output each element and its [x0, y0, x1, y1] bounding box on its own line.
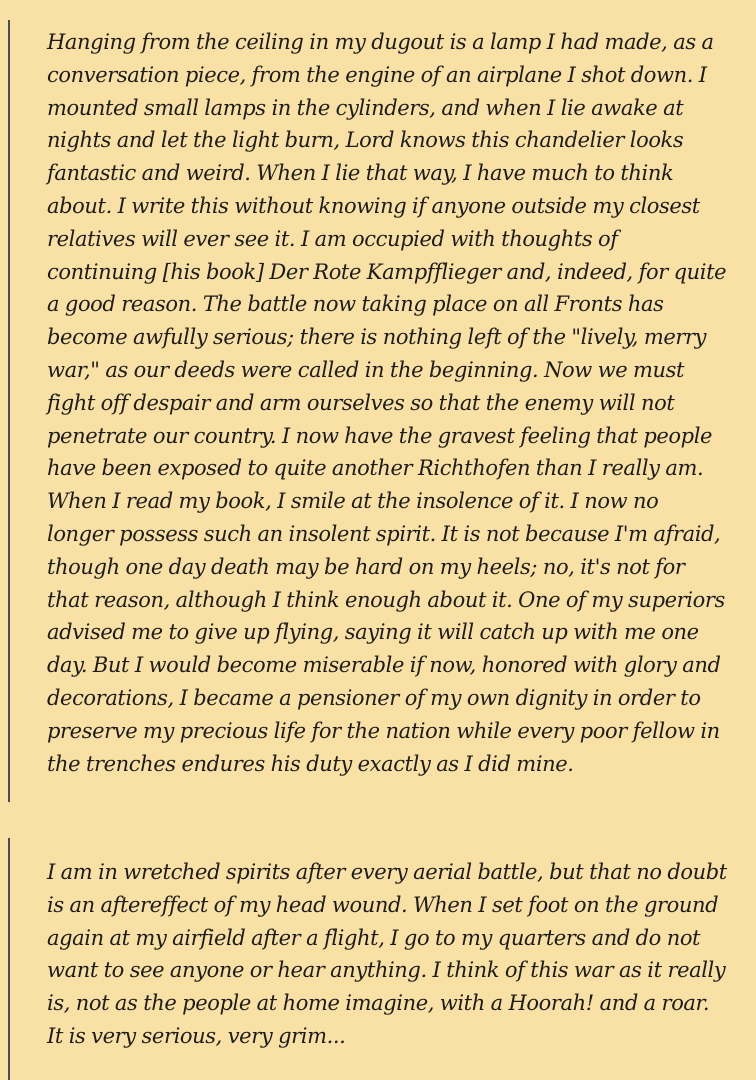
blockquote-dugout-lamp: [8, 20, 756, 802]
blockquote-aerial-battle: [8, 838, 756, 1080]
quote-paragraph: Hanging from the ceiling in my dugout is a lamp I had made, as a conversation piece, from the engine of an airplane I shot down. I mounted small lamps in the cylinders, and when I lie awake at nights and let the light burn, Lord knows this chandelier looks fantastic and weird. When I lie that way, I have much to think about. I write this without knowing if anyone outside my closest relatives will ever see it. I am occupied with thoughts of continuing [his book] Der Rote Kampfflieger and, indeed, for quite a good reason. The battle now taking place on all Fronts has become awfully serious; there is nothing left of the "lively, merry war," as our deeds were called in the beginning. Now we must fight off despair and arm ourselves so that the enemy will not penetrate our country. I now have the gravest feeling that people have been exposed to quite another Richthofen than I really am. When I read my book, I smile at the insolence of it. I now no longer possess such an insolent spirit. It is not because I'm afraid, though one day death may be hard on my heels; no, it's not for that reason, although I think enough about it. One of my superiors advised me to give up flying, saying it will catch up with me one day. But I would become miserable if now, honored with glory and decorations, I became a pensioner of my own dignity in order to preserve my precious life for the nation while every poor fellow in the trenches endures his duty exactly as I did mine.: [47, 30, 727, 776]
quote-paragraph: I am in wretched spirits after every aerial battle, but that no doubt is an aftereffect of my head wound. When I set foot on the ground again at my airfield after a flight, I go to my quarters and do not want to see anyone or hear anything. I think of this war as it really is, not as the people at home imagine, with a Hoorah! and a roar. It is very serious, very grim...: [47, 860, 727, 1048]
